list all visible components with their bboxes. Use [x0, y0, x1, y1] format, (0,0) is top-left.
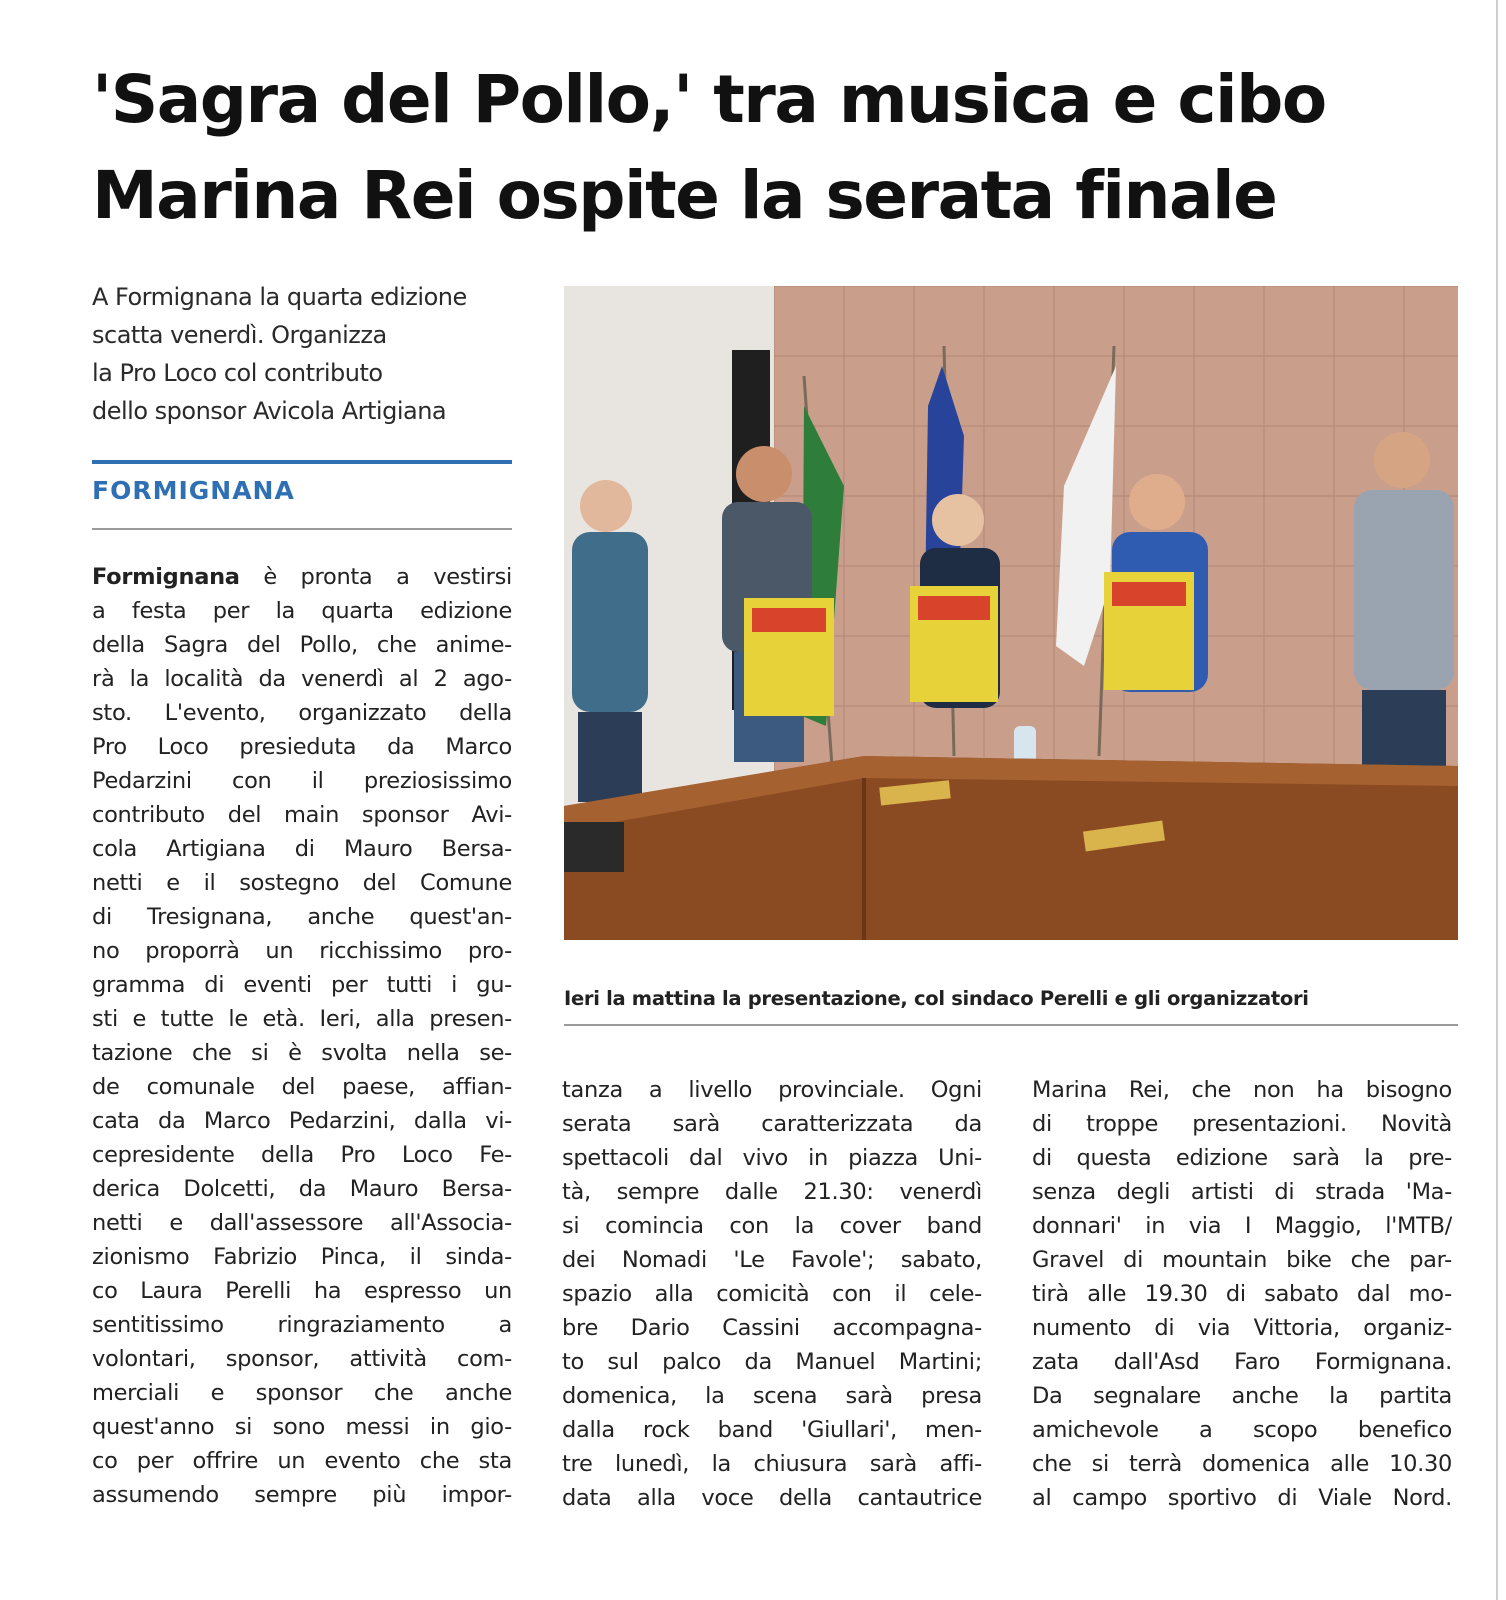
section-rule-blue	[92, 460, 512, 464]
body-text-line: amichevole a scopo benefico	[1032, 1417, 1452, 1443]
body-text-line: al campo sportivo di Viale Nord.	[1032, 1485, 1452, 1511]
body-text-line: senza degli artisti di strada 'Ma-	[1032, 1179, 1452, 1205]
photo-illustration	[564, 286, 1458, 940]
body-text-line: spettacoli dal vivo in piazza Uni-	[562, 1145, 982, 1171]
headline-line-2: Marina Rei ospite la serata finale	[92, 157, 1277, 234]
body-text-line: no proporrà un ricchissimo pro-	[92, 938, 512, 964]
body-text-line: tre lunedì, la chiusura sarà affi-	[562, 1451, 982, 1477]
body-text-line: zionismo Fabrizio Pinca, il sinda-	[92, 1244, 512, 1270]
body-text-line: netti e dall'assessore all'Associa-	[92, 1210, 512, 1236]
body-text-line: spazio alla comicità con il cele-	[562, 1281, 982, 1307]
body-text-line: cola Artigiana di Mauro Bersa-	[92, 836, 512, 862]
body-text-line: Pedarzini con il preziosissimo	[92, 768, 512, 794]
body-text-line: Marina Rei, che non ha bisogno	[1032, 1077, 1452, 1103]
body-text-line: sentitissimo ringraziamento a	[92, 1312, 512, 1338]
body-text-line: dalla rock band 'Giullari', men-	[562, 1417, 982, 1443]
page-edge	[1496, 0, 1498, 1600]
body-text-line: co per offrire un evento che sta	[92, 1448, 512, 1474]
body-first-line-rest: è pronta a vestirsi	[239, 564, 512, 590]
body-text-line: bre Dario Cassini accompagna-	[562, 1315, 982, 1341]
body-text-line: quest'anno si sono messi in gio-	[92, 1414, 512, 1440]
body-text-line: zata dall'Asd Faro Formignana.	[1032, 1349, 1452, 1375]
body-text-line: volontari, sponsor, attività com-	[92, 1346, 512, 1372]
body-text-line: derica Dolcetti, da Mauro Bersa-	[92, 1176, 512, 1202]
body-text-line: assumendo sempre più impor-	[92, 1482, 512, 1508]
body-text-line: to sul palco da Manuel Martini;	[562, 1349, 982, 1375]
press-conference-photo	[564, 286, 1458, 940]
body-column-1	[92, 560, 512, 1512]
body-text-line: serata sarà caratterizzata da	[562, 1111, 982, 1137]
body-text-line: numento di via Vittoria, organiz-	[1032, 1315, 1452, 1341]
body-text-line: cepresidente della Pro Loco Fe-	[92, 1142, 512, 1168]
section-label: FORMIGNANA	[92, 476, 295, 505]
body-text-line: di questa edizione sarà la pre-	[1032, 1145, 1452, 1171]
summary	[92, 278, 522, 430]
body-text-line: Pro Loco presieduta da Marco	[92, 734, 512, 760]
body-text-line: data alla voce della cantautrice	[562, 1485, 982, 1511]
headline-line-1: 'Sagra del Pollo,' tra musica e cibo	[92, 61, 1326, 138]
section-rule-grey	[92, 528, 512, 530]
body-text-line: che si terrà domenica alle 10.30	[1032, 1451, 1452, 1477]
body-text-line: donnari' in via I Maggio, l'MTB/	[1032, 1213, 1452, 1239]
body-text-line: si comincia con la cover band	[562, 1213, 982, 1239]
body-text-line: cata da Marco Pedarzini, dalla vi-	[92, 1108, 512, 1134]
body-text-line: a festa per la quarta edizione	[92, 598, 512, 624]
body-column-3	[1032, 1073, 1452, 1515]
body-text-line: sto. L'evento, organizzato della	[92, 700, 512, 726]
body-text-line: rà la località da venerdì al 2 ago-	[92, 666, 512, 692]
summary-line: A Formignana la quarta edizione	[92, 283, 467, 311]
body-text-line: Gravel di mountain bike che par-	[1032, 1247, 1452, 1273]
body-text-line: di troppe presentazioni. Novità	[1032, 1111, 1452, 1137]
summary-line: scatta venerdì. Organizza	[92, 321, 387, 349]
body-text-line: co Laura Perelli ha espresso un	[92, 1278, 512, 1304]
body-text-line: netti e il sostegno del Comune	[92, 870, 512, 896]
body-first-line	[92, 560, 512, 594]
body-lead-word: Formignana	[92, 564, 240, 590]
body-text-line: domenica, la scena sarà presa	[562, 1383, 982, 1409]
summary-line: dello sponsor Avicola Artigiana	[92, 397, 447, 425]
headline	[92, 52, 1462, 244]
body-column-2	[562, 1073, 982, 1515]
body-text-line: tirà alle 19.30 di sabato dal mo-	[1032, 1281, 1452, 1307]
body-text-line: di Tresignana, anche quest'an-	[92, 904, 512, 930]
body-text-line: dei Nomadi 'Le Favole'; sabato,	[562, 1247, 982, 1273]
summary-line: la Pro Loco col contributo	[92, 359, 383, 387]
body-text-line: sti e tutte le età. Ieri, alla presen-	[92, 1006, 512, 1032]
body-text-line: merciali e sponsor che anche	[92, 1380, 512, 1406]
body-text-line: tà, sempre dalle 21.30: venerdì	[562, 1179, 982, 1205]
body-text-line: Da segnalare anche la partita	[1032, 1383, 1452, 1409]
body-text-line: de comunale del paese, affian-	[92, 1074, 512, 1100]
photo-caption: Ieri la mattina la presentazione, col sindaco Perelli e gli organizzatori	[564, 987, 1309, 1010]
body-text-line: gramma di eventi per tutti i gu-	[92, 972, 512, 998]
caption-rule	[564, 1024, 1458, 1026]
body-text-line: della Sagra del Pollo, che anime-	[92, 632, 512, 658]
body-text-line: tanza a livello provinciale. Ogni	[562, 1077, 982, 1103]
body-text-line: contributo del main sponsor Avi-	[92, 802, 512, 828]
body-text-line: tazione che si è svolta nella se-	[92, 1040, 512, 1066]
